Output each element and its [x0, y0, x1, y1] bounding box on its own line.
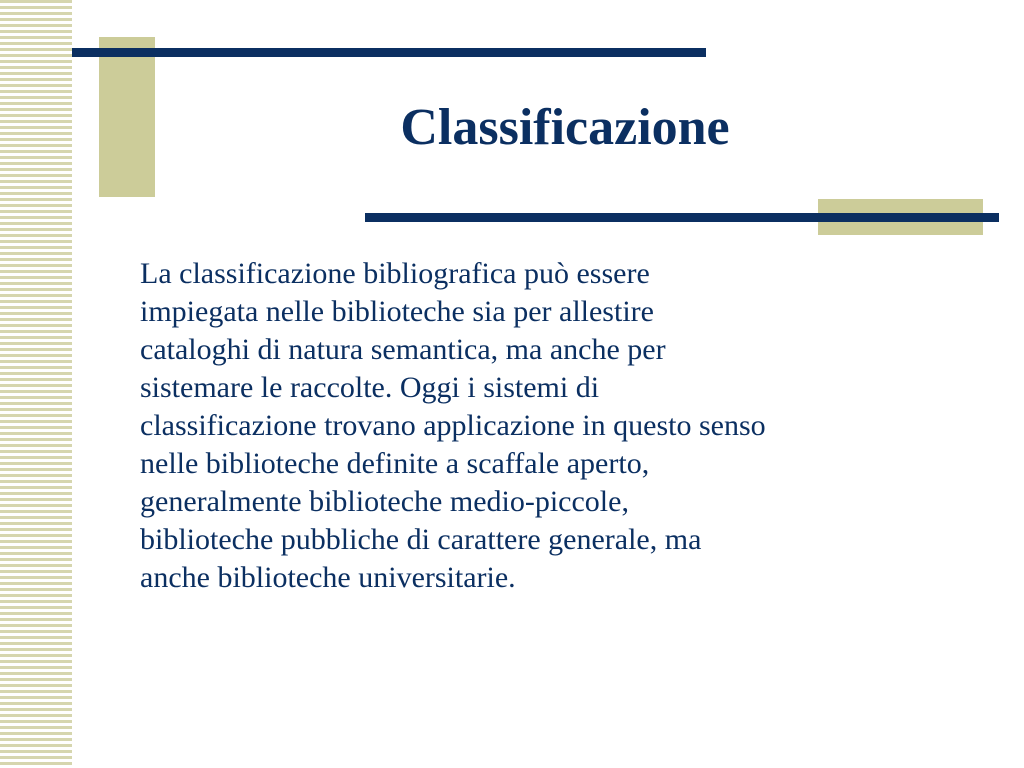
body-line: generalmente biblioteche medio-piccole, [140, 485, 629, 518]
body-line: La classificazione bibliografica può essere [140, 257, 650, 290]
title-rule-top [72, 48, 706, 57]
slide-body [140, 255, 990, 597]
body-line: sistemare le raccolte. Oggi i sistemi di [140, 371, 600, 404]
slide-title: Classificazione [400, 99, 730, 156]
title-rule-bottom [365, 213, 999, 222]
body-line: biblioteche pubbliche di carattere generale, ma [140, 523, 702, 556]
body-line: classificazione trovano applicazione in questo senso [140, 409, 766, 442]
body-line: impiegata nelle biblioteche sia per allestire [140, 295, 654, 328]
left-stripe-band [0, 0, 72, 768]
body-line: cataloghi di natura semantica, ma anche per [140, 333, 666, 366]
body-line: nelle biblioteche definite a scaffale aperto, [140, 447, 650, 480]
body-line: anche biblioteche universitarie. [140, 561, 516, 594]
olive-accent-block-top [99, 37, 155, 197]
